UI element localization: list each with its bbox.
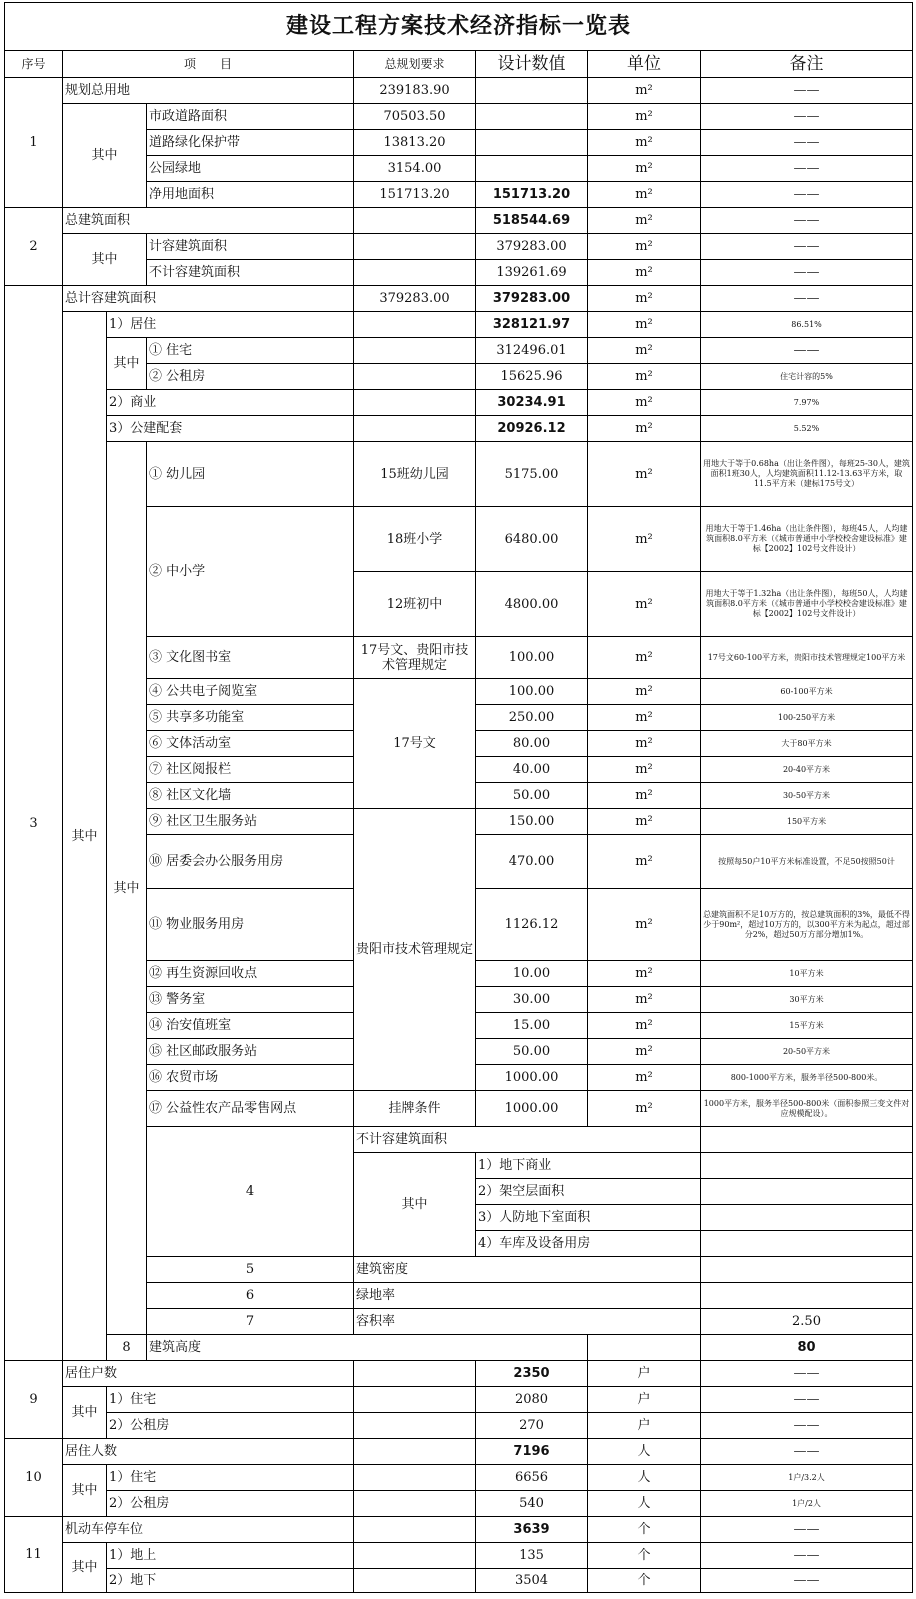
unit-cell: 个 bbox=[588, 1543, 701, 1569]
design-cell: 80 bbox=[701, 1335, 913, 1361]
plan-cell bbox=[354, 1387, 476, 1413]
item-cell: ⑰ 公益性农产品零售网点 bbox=[147, 1091, 354, 1127]
seq-cell: 5 bbox=[147, 1257, 354, 1283]
unit-cell: m² bbox=[588, 1065, 701, 1091]
seq-cell: 9 bbox=[5, 1361, 63, 1439]
design-cell: 270 bbox=[476, 1413, 588, 1439]
note-cell: —— bbox=[701, 78, 913, 104]
seq-cell: 1 bbox=[5, 78, 63, 208]
unit-cell: m² bbox=[588, 705, 701, 731]
item-cell: 2）架空层面积 bbox=[476, 1179, 701, 1205]
plan-cell bbox=[354, 390, 476, 416]
note-cell: 住宅计容的5% bbox=[701, 364, 913, 390]
table-row bbox=[5, 208, 913, 234]
item-cell: 公园绿地 bbox=[147, 156, 354, 182]
note-cell: 总建筑面积不足10万方的，按总建筑面积的3%，最低不得少于90m²，超过10万方的，以300平方米为起点，超过部分2%，超过50万方部分增加1%。 bbox=[701, 889, 913, 961]
design-cell: 100.00 bbox=[476, 679, 588, 705]
item-cell: 总建筑面积 bbox=[63, 208, 354, 234]
seq-cell: 11 bbox=[5, 1517, 63, 1593]
unit-cell: 户 bbox=[588, 1387, 701, 1413]
design-cell: 4800.00 bbox=[476, 572, 588, 637]
unit-cell: m² bbox=[588, 156, 701, 182]
note-cell: —— bbox=[701, 182, 913, 208]
design-cell: 30234.91 bbox=[476, 390, 588, 416]
design-cell: 5175.00 bbox=[476, 442, 588, 507]
design-cell: 100.00 bbox=[476, 637, 588, 679]
design-cell bbox=[476, 156, 588, 182]
note-cell: 86.51% bbox=[701, 312, 913, 338]
unit-cell: m² bbox=[588, 507, 701, 572]
header-unit: 单位 bbox=[588, 51, 701, 78]
unit-cell: m² bbox=[588, 260, 701, 286]
item-cell: ⑥ 文体活动室 bbox=[147, 731, 354, 757]
plan-cell bbox=[354, 338, 476, 364]
note-cell: 5.52% bbox=[701, 416, 913, 442]
unit-cell: 户 bbox=[588, 1413, 701, 1439]
sub-label: 其中 bbox=[107, 442, 147, 1335]
unit-cell: m² bbox=[588, 961, 701, 987]
note-cell: 按照每50户10平方米标准设置，不足50按照50计 bbox=[701, 835, 913, 889]
design-cell: 151713.20 bbox=[476, 182, 588, 208]
note-cell: —— bbox=[701, 338, 913, 364]
sub-label: 其中 bbox=[63, 1387, 107, 1439]
design-cell: 40.00 bbox=[476, 757, 588, 783]
unit-cell: m² bbox=[588, 130, 701, 156]
note-cell: —— bbox=[701, 286, 913, 312]
item-cell: ⑮ 社区邮政服务站 bbox=[147, 1039, 354, 1065]
unit-cell: m² bbox=[588, 835, 701, 889]
note-cell: 7.97% bbox=[701, 390, 913, 416]
unit-cell: 个 bbox=[588, 1569, 701, 1593]
unit-cell: m² bbox=[588, 182, 701, 208]
seq-cell: 6 bbox=[147, 1283, 354, 1309]
seq-cell: 3 bbox=[5, 286, 63, 1361]
note-cell: 17号文60-100平方米，贵阳市技术管理规定100平方米 bbox=[701, 637, 913, 679]
table-row bbox=[5, 1569, 913, 1593]
plan-cell bbox=[354, 234, 476, 260]
sub-label: 其中 bbox=[63, 1543, 107, 1593]
note-cell: —— bbox=[701, 1517, 913, 1543]
plan-cell: 挂牌条件 bbox=[354, 1091, 476, 1127]
table-row bbox=[5, 104, 913, 130]
design-cell bbox=[476, 78, 588, 104]
item-cell: 3）人防地下室面积 bbox=[476, 1205, 701, 1231]
item-cell: ② 公租房 bbox=[147, 364, 354, 390]
unit-cell: 人 bbox=[588, 1439, 701, 1465]
unit-cell: 人 bbox=[588, 1491, 701, 1517]
item-cell: 1）住宅 bbox=[107, 1387, 354, 1413]
plan-cell: 18班小学 bbox=[354, 507, 476, 572]
item-cell: 总计容建筑面积 bbox=[63, 286, 354, 312]
note-cell: 1户/3.2人 bbox=[701, 1465, 913, 1491]
item-cell: 2）公租房 bbox=[107, 1413, 354, 1439]
table-row bbox=[5, 1335, 913, 1361]
unit-cell: m² bbox=[588, 338, 701, 364]
note-cell: 150平方米 bbox=[701, 809, 913, 835]
item-cell: 计容建筑面积 bbox=[147, 234, 354, 260]
table-row bbox=[5, 78, 913, 104]
plan-cell bbox=[354, 1413, 476, 1439]
unit-cell: m² bbox=[588, 731, 701, 757]
plan-cell: 17号文、贵阳市技术管理规定 bbox=[354, 637, 476, 679]
plan-cell bbox=[354, 1361, 476, 1387]
header-row bbox=[5, 51, 913, 78]
header-plan: 总规划要求 bbox=[354, 51, 476, 78]
design-cell: 3504 bbox=[476, 1569, 588, 1593]
item-cell: 不计容建筑面积 bbox=[354, 1127, 701, 1153]
plan-cell: 3154.00 bbox=[354, 156, 476, 182]
note-cell: —— bbox=[701, 1543, 913, 1569]
plan-cell: 151713.20 bbox=[354, 182, 476, 208]
design-cell: 3639 bbox=[476, 1517, 588, 1543]
unit-cell: m² bbox=[588, 364, 701, 390]
sub-label: 其中 bbox=[63, 312, 107, 1361]
item-cell: 净用地面积 bbox=[147, 182, 354, 208]
unit-cell: 户 bbox=[588, 1361, 701, 1387]
design-cell: 470.00 bbox=[476, 835, 588, 889]
unit-cell: m² bbox=[588, 679, 701, 705]
design-cell: 518544.69 bbox=[476, 208, 588, 234]
sub-label: 其中 bbox=[63, 234, 147, 286]
unit-cell: m² bbox=[588, 208, 701, 234]
unit-cell: m² bbox=[588, 78, 701, 104]
plan-cell bbox=[701, 1205, 913, 1231]
seq-cell: 8 bbox=[107, 1335, 147, 1361]
item-cell: 机动车停车位 bbox=[63, 1517, 354, 1543]
table-row bbox=[5, 1361, 913, 1387]
note-cell: 60-100平方米 bbox=[701, 679, 913, 705]
plan-cell: 2.50 bbox=[701, 1309, 913, 1335]
item-cell: ⑪ 物业服务用房 bbox=[147, 889, 354, 961]
note-cell: —— bbox=[701, 260, 913, 286]
design-cell: 50.00 bbox=[476, 783, 588, 809]
note-cell: —— bbox=[701, 1361, 913, 1387]
item-cell: ③ 文化图书室 bbox=[147, 637, 354, 679]
unit-cell: m² bbox=[588, 889, 701, 961]
plan-cell bbox=[354, 208, 476, 234]
design-cell bbox=[476, 130, 588, 156]
design-cell: 7196 bbox=[476, 1439, 588, 1465]
item-cell: ⑬ 警务室 bbox=[147, 987, 354, 1013]
table-row bbox=[5, 1543, 913, 1569]
seq-cell: 10 bbox=[5, 1439, 63, 1517]
plan-cell bbox=[354, 1543, 476, 1569]
design-cell: 379283.00 bbox=[476, 286, 588, 312]
seq-cell: 7 bbox=[147, 1309, 354, 1335]
note-cell: —— bbox=[701, 208, 913, 234]
item-cell: 建筑高度 bbox=[147, 1335, 588, 1361]
design-cell: 135 bbox=[476, 1543, 588, 1569]
design-cell: 312496.01 bbox=[476, 338, 588, 364]
item-cell: ⑯ 农贸市场 bbox=[147, 1065, 354, 1091]
indicator-table bbox=[4, 2, 913, 1593]
unit-cell: m² bbox=[588, 416, 701, 442]
plan-cell bbox=[354, 1491, 476, 1517]
plan-cell bbox=[588, 1335, 701, 1361]
design-cell: 328121.97 bbox=[476, 312, 588, 338]
note-cell: 1户/2人 bbox=[701, 1491, 913, 1517]
design-cell bbox=[476, 104, 588, 130]
item-cell: 规划总用地 bbox=[63, 78, 354, 104]
plan-cell bbox=[354, 1569, 476, 1593]
table-row bbox=[5, 1465, 913, 1491]
sub-label: 其中 bbox=[63, 1465, 107, 1517]
unit-cell: m² bbox=[588, 1091, 701, 1127]
item-cell: 居住人数 bbox=[63, 1439, 354, 1465]
design-cell: 250.00 bbox=[476, 705, 588, 731]
design-cell: 2350 bbox=[476, 1361, 588, 1387]
table-row bbox=[5, 416, 913, 442]
item-cell: 4）车库及设备用房 bbox=[476, 1231, 701, 1257]
item-cell: 市政道路面积 bbox=[147, 104, 354, 130]
table-row bbox=[5, 442, 913, 507]
design-cell: 139261.69 bbox=[476, 260, 588, 286]
design-cell: 30.00 bbox=[476, 987, 588, 1013]
plan-cell bbox=[354, 312, 476, 338]
plan-cell bbox=[354, 1517, 476, 1543]
unit-cell: m² bbox=[588, 390, 701, 416]
note-cell: 1000平方米，服务半径500-800米（面积参照三变文件对应规模配设）。 bbox=[701, 1091, 913, 1127]
unit-cell: m² bbox=[588, 783, 701, 809]
item-cell: 1）居住 bbox=[107, 312, 354, 338]
header-seq: 序号 bbox=[5, 51, 63, 78]
plan-cell bbox=[354, 260, 476, 286]
plan-cell bbox=[354, 1439, 476, 1465]
item-cell: ④ 公共电子阅览室 bbox=[147, 679, 354, 705]
table-row bbox=[5, 338, 913, 364]
item-cell: ⑩ 居委会办公服务用房 bbox=[147, 835, 354, 889]
unit-cell: m² bbox=[588, 637, 701, 679]
design-cell: 10.00 bbox=[476, 961, 588, 987]
item-cell: ⑨ 社区卫生服务站 bbox=[147, 809, 354, 835]
table-row bbox=[5, 234, 913, 260]
unit-cell: m² bbox=[588, 442, 701, 507]
sub-label: 其中 bbox=[354, 1153, 476, 1257]
plan-cell bbox=[354, 1465, 476, 1491]
item-cell: 1）地上 bbox=[107, 1543, 354, 1569]
table-row bbox=[5, 1491, 913, 1517]
table-row bbox=[5, 1387, 913, 1413]
note-cell: —— bbox=[701, 1439, 913, 1465]
plan-cell: 15班幼儿园 bbox=[354, 442, 476, 507]
note-cell: 用地大于等于0.68ha（出让条件图），每班25-30人，建筑面积1班30人，人均建筑面积11.12-13.63平方米，取11.5平方米（建标175号文） bbox=[701, 442, 913, 507]
table-row bbox=[5, 312, 913, 338]
item-cell: 容积率 bbox=[354, 1309, 701, 1335]
unit-cell: 个 bbox=[588, 1517, 701, 1543]
item-cell: 3）公建配套 bbox=[107, 416, 354, 442]
design-cell: 20926.12 bbox=[476, 416, 588, 442]
plan-cell bbox=[701, 1127, 913, 1153]
item-cell: 绿地率 bbox=[354, 1283, 701, 1309]
seq-cell: 2 bbox=[5, 208, 63, 286]
unit-cell: m² bbox=[588, 312, 701, 338]
unit-cell: m² bbox=[588, 1013, 701, 1039]
design-cell: 1000.00 bbox=[476, 1091, 588, 1127]
item-cell: 2）公租房 bbox=[107, 1491, 354, 1517]
note-cell: 10平方米 bbox=[701, 961, 913, 987]
item-cell: 1）地下商业 bbox=[476, 1153, 701, 1179]
page-title: 建设工程方案技术经济指标一览表 bbox=[5, 3, 913, 51]
note-cell: —— bbox=[701, 104, 913, 130]
design-cell: 150.00 bbox=[476, 809, 588, 835]
plan-cell: 贵阳市技术管理规定 bbox=[354, 809, 476, 1091]
design-cell: 15625.96 bbox=[476, 364, 588, 390]
unit-cell: m² bbox=[588, 234, 701, 260]
table-row bbox=[5, 286, 913, 312]
sub-label: 其中 bbox=[107, 338, 147, 390]
note-cell: —— bbox=[701, 1569, 913, 1593]
plan-cell bbox=[701, 1231, 913, 1257]
note-cell: 800-1000平方米，服务半径500-800米。 bbox=[701, 1065, 913, 1091]
header-design: 设计数值 bbox=[476, 51, 588, 78]
plan-cell: 379283.00 bbox=[354, 286, 476, 312]
note-cell: 20-50平方米 bbox=[701, 1039, 913, 1065]
design-cell: 80.00 bbox=[476, 731, 588, 757]
seq-cell: 4 bbox=[147, 1127, 354, 1257]
design-cell: 2080 bbox=[476, 1387, 588, 1413]
design-cell: 6656 bbox=[476, 1465, 588, 1491]
table-row bbox=[5, 1439, 913, 1465]
unit-cell: m² bbox=[588, 809, 701, 835]
plan-cell: 70503.50 bbox=[354, 104, 476, 130]
item-cell: ① 住宅 bbox=[147, 338, 354, 364]
note-cell: —— bbox=[701, 1413, 913, 1439]
item-cell: 道路绿化保护带 bbox=[147, 130, 354, 156]
design-cell: 50.00 bbox=[476, 1039, 588, 1065]
note-cell: —— bbox=[701, 130, 913, 156]
plan-cell bbox=[701, 1153, 913, 1179]
plan-cell bbox=[354, 416, 476, 442]
item-cell: 建筑密度 bbox=[354, 1257, 701, 1283]
unit-cell: m² bbox=[588, 286, 701, 312]
unit-cell: m² bbox=[588, 104, 701, 130]
plan-cell: 13813.20 bbox=[354, 130, 476, 156]
design-cell: 1126.12 bbox=[476, 889, 588, 961]
sub-label: 其中 bbox=[63, 104, 147, 208]
note-cell: —— bbox=[701, 1387, 913, 1413]
note-cell: 15平方米 bbox=[701, 1013, 913, 1039]
item-cell: 2）商业 bbox=[107, 390, 354, 416]
note-cell: 用地大于等于1.46ha（出让条件图），每班45人，人均建筑面积8.0平方米（《城市普通中小学校校舍建设标准》建标【2002】102号文件设计） bbox=[701, 507, 913, 572]
plan-cell: 239183.90 bbox=[354, 78, 476, 104]
note-cell: —— bbox=[701, 156, 913, 182]
unit-cell: m² bbox=[588, 757, 701, 783]
item-cell: 居住户数 bbox=[63, 1361, 354, 1387]
note-cell: —— bbox=[701, 234, 913, 260]
note-cell: 30-50平方米 bbox=[701, 783, 913, 809]
unit-cell: m² bbox=[588, 987, 701, 1013]
unit-cell: m² bbox=[588, 1039, 701, 1065]
item-cell: ② 中小学 bbox=[147, 507, 354, 637]
table-row bbox=[5, 1413, 913, 1439]
header-note: 备注 bbox=[701, 51, 913, 78]
plan-cell bbox=[701, 1257, 913, 1283]
item-cell: 2）地下 bbox=[107, 1569, 354, 1593]
table-row bbox=[5, 1517, 913, 1543]
note-cell: 30平方米 bbox=[701, 987, 913, 1013]
plan-cell bbox=[701, 1179, 913, 1205]
note-cell: 100-250平方米 bbox=[701, 705, 913, 731]
item-cell: ⑦ 社区阅报栏 bbox=[147, 757, 354, 783]
item-cell: 1）住宅 bbox=[107, 1465, 354, 1491]
design-cell: 15.00 bbox=[476, 1013, 588, 1039]
plan-cell: 12班初中 bbox=[354, 572, 476, 637]
item-cell: ① 幼儿园 bbox=[147, 442, 354, 507]
design-cell: 6480.00 bbox=[476, 507, 588, 572]
item-cell: ⑫ 再生资源回收点 bbox=[147, 961, 354, 987]
design-cell: 379283.00 bbox=[476, 234, 588, 260]
plan-cell: 17号文 bbox=[354, 679, 476, 809]
unit-cell: m² bbox=[588, 572, 701, 637]
item-cell: ⑭ 治安值班室 bbox=[147, 1013, 354, 1039]
note-cell: 大于80平方米 bbox=[701, 731, 913, 757]
table-row bbox=[5, 390, 913, 416]
design-cell: 540 bbox=[476, 1491, 588, 1517]
item-cell: 不计容建筑面积 bbox=[147, 260, 354, 286]
note-cell: 用地大于等于1.32ha（出让条件图），每班50人，人均建筑面积8.0平方米（《城市普通中小学校校舍建设标准》建标【2002】102号文件设计） bbox=[701, 572, 913, 637]
unit-cell: 人 bbox=[588, 1465, 701, 1491]
design-cell: 1000.00 bbox=[476, 1065, 588, 1091]
plan-cell bbox=[701, 1283, 913, 1309]
plan-cell bbox=[354, 364, 476, 390]
item-cell: ⑤ 共享多功能室 bbox=[147, 705, 354, 731]
item-cell: ⑧ 社区文化墙 bbox=[147, 783, 354, 809]
note-cell: 20-40平方米 bbox=[701, 757, 913, 783]
header-item: 项 目 bbox=[63, 51, 354, 78]
